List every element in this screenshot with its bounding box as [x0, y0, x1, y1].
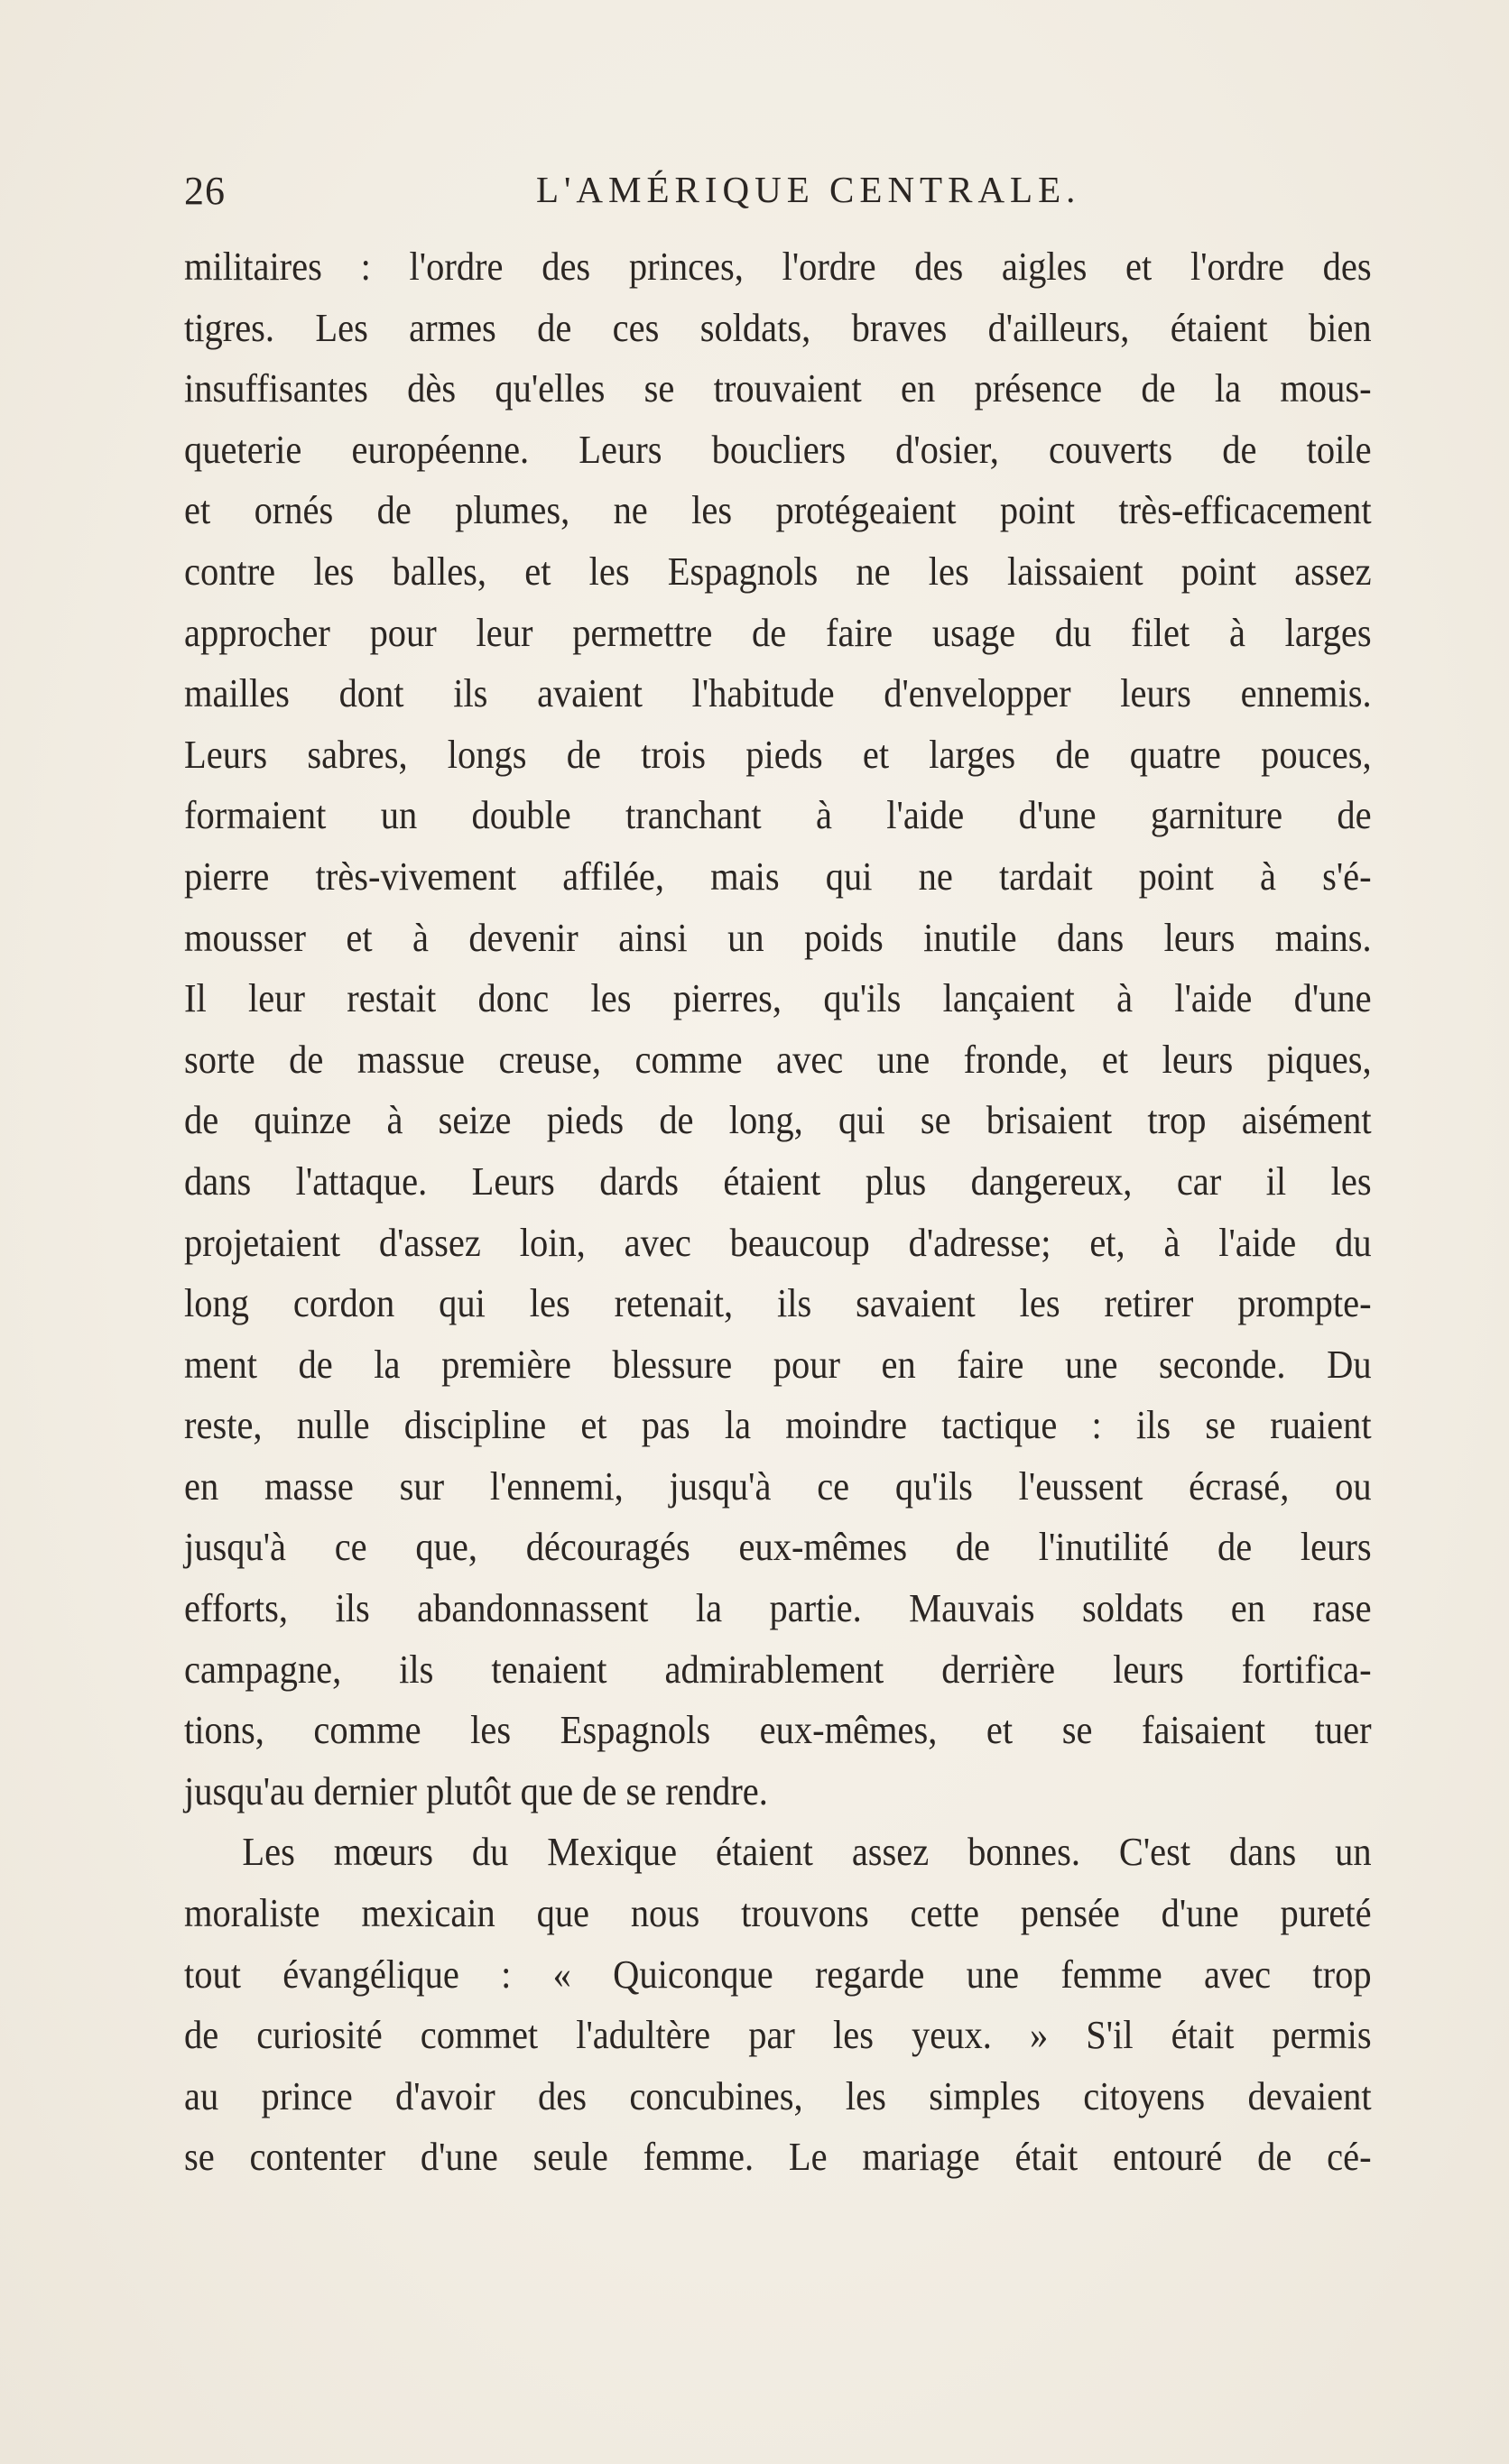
text-line: en masse sur l'ennemi, jusqu'à ce qu'ils l'eussent écrasé, ou [184, 1463, 1372, 1509]
text-line: et ornés de plumes, ne les protégeaient point très-efficacement [184, 488, 1372, 533]
text-line: se contenter d'une seule femme. Le mariage était entouré de cé- [184, 2135, 1372, 2180]
text-line: ment de la première blessure pour en faire une seconde. Du [184, 1342, 1372, 1387]
text-line: Leurs sabres, longs de trois pieds et larges de quatre pouces, [184, 732, 1372, 777]
text-line: tions, comme les Espagnols eux-mêmes, et se faisaient tuer [184, 1708, 1372, 1753]
text-line: militaires : l'ordre des princes, l'ordre des aigles et l'ordre des [184, 245, 1372, 289]
text-line: sorte de massue creuse, comme avec une fronde, et leurs piques, [184, 1037, 1372, 1082]
text-line: pierre très-vivement affilée, mais qui ne tardait point à s'é- [184, 854, 1372, 899]
text-line: jusqu'à ce que, découragés eux-mêmes de l'inutilité de leurs [184, 1525, 1372, 1570]
text-line: tigres. Les armes de ces soldats, braves d'ailleurs, étaient bien [184, 305, 1372, 350]
body-text [184, 236, 1372, 2188]
running-head: L'AMÉRIQUE CENTRALE. [536, 169, 1081, 210]
page-number: 26 [184, 169, 226, 213]
text-line: campagne, ils tenaient admirablement derrière leurs fortifica- [184, 1647, 1372, 1692]
text-line: insuffisantes dès qu'elles se trouvaient en présence de la mous- [184, 366, 1372, 411]
text-line: queterie européenne. Leurs boucliers d'osier, couverts de toile [184, 427, 1372, 472]
text-line: moraliste mexicain que nous trouvons cette pensée d'une pureté [184, 1891, 1372, 1936]
page-header [184, 168, 1372, 222]
text-line: au prince d'avoir des concubines, les simples citoyens devaient [184, 2073, 1372, 2118]
text-line: de curiosité commet l'adultère par les yeux. » S'il était permis [184, 2013, 1372, 2058]
text-line: mousser et à devenir ainsi un poids inutile dans leurs mains. [184, 915, 1372, 960]
text-line: reste, nulle discipline et pas la moindre tactique : ils se ruaient [184, 1403, 1372, 1448]
text-line: dans l'attaque. Leurs dards étaient plus dangereux, car il les [184, 1158, 1372, 1204]
text-line: mailles dont ils avaient l'habitude d'envelopper leurs ennemis. [184, 671, 1372, 716]
text-line: de quinze à seize pieds de long, qui se brisaient trop aisément [184, 1098, 1372, 1143]
text-line: long cordon qui les retenait, ils savaient les retirer prompte- [184, 1281, 1372, 1326]
paragraph-first-line: Les mœurs du Mexique étaient assez bonnes. C'est dans un [242, 1830, 1372, 1875]
text-line: projetaient d'assez loin, avec beaucoup d'adresse; et, à l'aide du [184, 1220, 1372, 1265]
text-line: Il leur restait donc les pierres, qu'ils lançaient à l'aide d'une [184, 976, 1372, 1021]
text-line: formaient un double tranchant à l'aide d'une garniture de [184, 793, 1372, 838]
text-line: contre les balles, et les Espagnols ne les laissaient point assez [184, 549, 1372, 594]
text-line: efforts, ils abandonnassent la partie. Mauvais soldats en rase [184, 1586, 1372, 1631]
text-line: tout évangélique : « Quiconque regarde une femme avec trop [184, 1952, 1372, 1997]
text-line: jusqu'au dernier plutôt que de se rendre. [184, 1768, 768, 1813]
text-line: approcher pour leur permettre de faire usage du filet à larges [184, 610, 1372, 655]
